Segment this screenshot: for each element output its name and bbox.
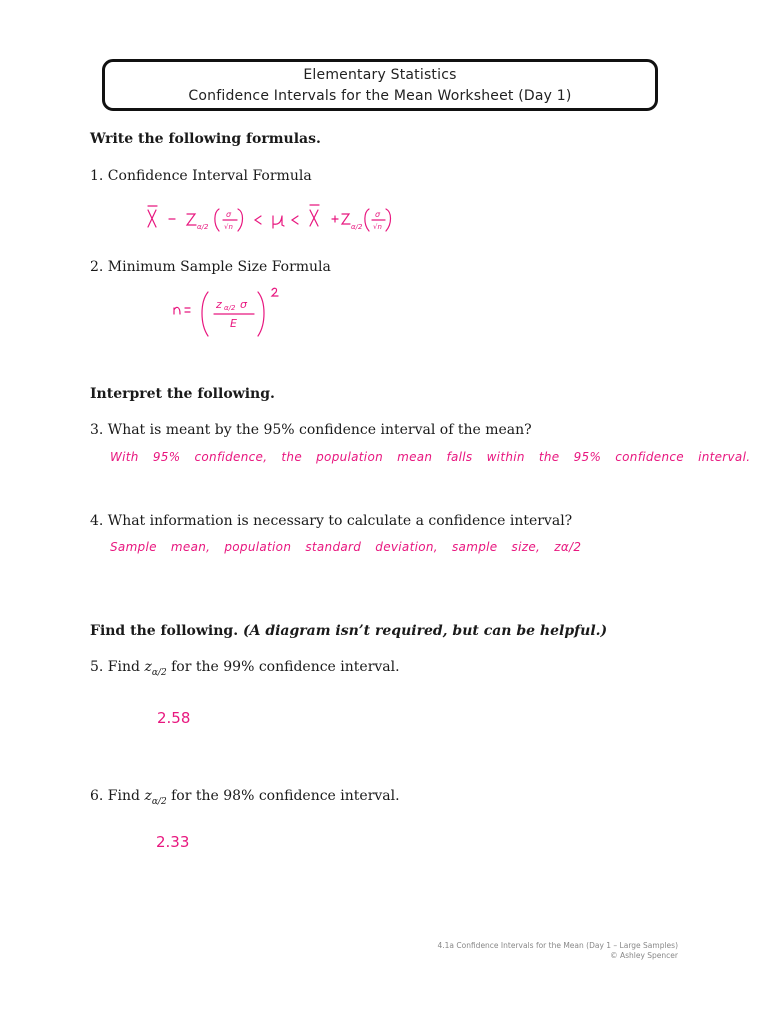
question-5-prefix: 5. Find xyxy=(90,659,140,675)
course-title: Elementary Statistics xyxy=(303,67,457,83)
question-1: 1. Confidence Interval Formula xyxy=(90,168,312,184)
handwritten-sample-size-formula xyxy=(168,284,288,340)
find-heading-text: Find the following. xyxy=(90,623,239,639)
svg-text:σ: σ xyxy=(375,210,381,219)
question-5-suffix: for the 99% confidence interval. xyxy=(171,659,400,675)
question-6: 6. Find $z_{\alpha/2}$ for the 98% confidence interval. xyxy=(90,788,400,807)
worksheet-title: Confidence Intervals for the Mean Worksheet (Day 1) xyxy=(188,88,572,104)
svg-text:α/2: α/2 xyxy=(197,223,209,231)
footer-copyright: © Ashley Spencer xyxy=(610,951,678,960)
find-heading-note: (A diagram isn’t required, but can be helpful.) xyxy=(242,623,608,639)
section-heading-formulas: Write the following formulas. xyxy=(90,131,321,147)
answer-4: Sample mean, population standard deviation, sample size, zα/2 xyxy=(110,540,582,554)
answer-6: 2.33 xyxy=(156,833,190,851)
question-3: 3. What is meant by the 95% confidence interval of the mean? xyxy=(90,422,532,438)
svg-text:σ: σ xyxy=(240,298,247,311)
handwritten-ci-formula xyxy=(140,198,400,238)
section-heading-interpret: Interpret the following. xyxy=(90,386,275,402)
svg-text:α/2: α/2 xyxy=(351,223,363,231)
section-heading-find xyxy=(90,623,607,639)
answer-3: With 95% confidence, the population mean falls within the 95% confidence interval. xyxy=(110,450,751,464)
svg-text:α/2: α/2 xyxy=(224,304,236,312)
question-6-suffix: for the 98% confidence interval. xyxy=(171,788,400,804)
question-6-prefix: 6. Find xyxy=(90,788,140,804)
question-5: 5. Find $z_{\alpha/2}$ for the 99% confidence interval. xyxy=(90,659,400,678)
worksheet-title-box xyxy=(102,59,658,111)
footer-course-line: 4.1a Confidence Intervals for the Mean (Day 1 – Large Samples) xyxy=(437,941,678,950)
svg-text:√n: √n xyxy=(224,223,233,231)
svg-text:σ: σ xyxy=(226,210,232,219)
svg-text:E: E xyxy=(230,317,237,330)
question-2: 2. Minimum Sample Size Formula xyxy=(90,259,331,275)
svg-text:√n: √n xyxy=(373,223,382,231)
page-footer xyxy=(437,941,678,961)
answer-5: 2.58 xyxy=(157,709,191,727)
question-4: 4. What information is necessary to calculate a confidence interval? xyxy=(90,513,573,529)
svg-text:z: z xyxy=(216,298,222,311)
